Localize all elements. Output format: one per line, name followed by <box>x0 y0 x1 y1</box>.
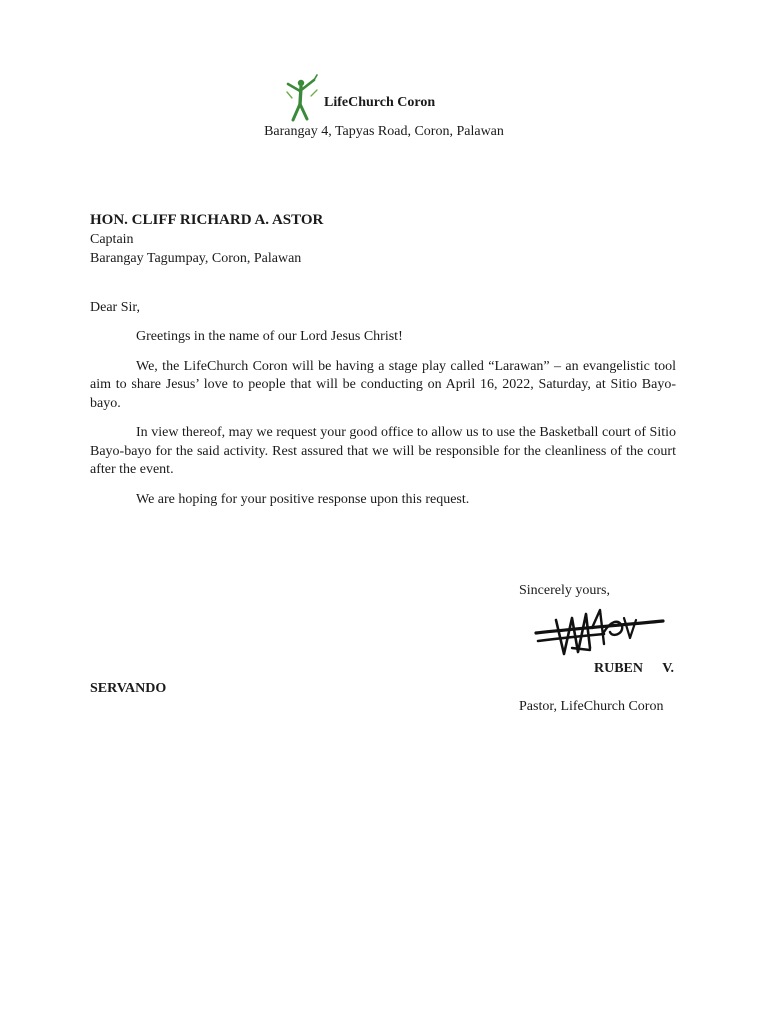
recipient-block <box>90 211 323 270</box>
body-paragraph: In view thereof, may we request your good office to allow us to use the Basketball court of Sitio Bayo-bayo for the said activity. Rest assured that we will be responsible for the cleanliness of the court after the event. <box>90 425 676 477</box>
recipient-title: Captain <box>90 231 134 247</box>
signer-name-first-line: RUBEN V. <box>594 661 675 676</box>
body-paragraph: Greetings in the name of our Lord Jesus Christ! <box>136 329 403 344</box>
signer-title: Pastor, LifeChurch Coron <box>519 699 664 714</box>
recipient-name: HON. CLIFF RICHARD A. ASTOR <box>90 212 324 228</box>
body-paragraph: We are hoping for your positive response upon this request. <box>136 491 470 507</box>
signer-name-second-line: SERVANDO <box>90 681 167 696</box>
salutation: Dear Sir, <box>90 300 140 315</box>
organization-name: LifeChurch Coron <box>324 95 436 110</box>
green-figure-logo-icon <box>284 74 320 126</box>
complimentary-close: Sincerely yours, <box>519 583 610 598</box>
recipient-address: Barangay Tagumpay, Coron, Palawan <box>90 251 302 266</box>
handwritten-signature <box>532 604 666 662</box>
letter-body <box>90 328 676 520</box>
body-paragraph: We, the LifeChurch Coron will be having a stage play called “Larawan” – an evangelistic tool aim to share Jesus’ love to people that will be conducting on April 16, 2022, Saturday, at Sitio Bayo-bayo. <box>90 358 676 411</box>
organization-address: Barangay 4, Tapyas Road, Coron, Palawan <box>264 124 504 139</box>
